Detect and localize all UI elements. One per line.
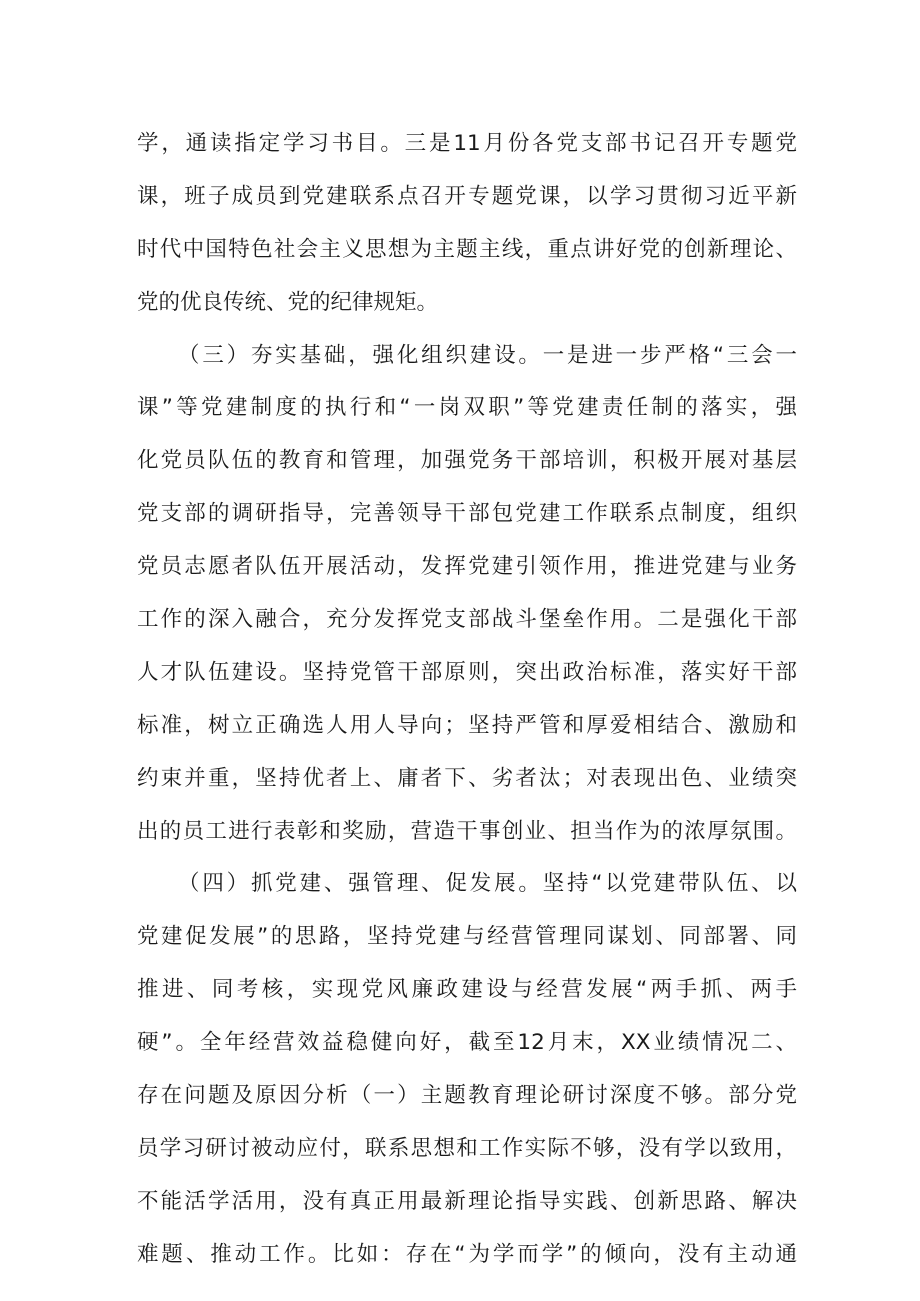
text-line-21: 不能活学活用，没有真正用最新理论指导实践、创新思路、解决: [137, 1188, 797, 1214]
text-line-22: 难题、推动工作。比如：存在“为学而学”的倾向，没有主动通: [137, 1241, 797, 1267]
text-line-7: 化党员队伍的教育和管理，加强党务干部培训，积极开展对基层: [137, 448, 797, 474]
text-line-6: 课”等党建制度的执行和“一岗双职”等党建责任制的落实，强: [137, 395, 797, 421]
text-line-11: 人才队伍建设。坚持党管干部原则，突出政治标准，落实好干部: [137, 659, 797, 685]
text-line-9: 党员志愿者队伍开展活动，发挥党建引领作用，推进党建与业务: [137, 554, 797, 580]
text-line-4: 党的优良传统、党的纪律规矩。: [137, 289, 439, 315]
text-line-8: 党支部的调研指导，完善领导干部包党建工作联系点制度，组织: [137, 501, 797, 527]
text-line-17: 推进、同考核，实现党风廉政建设与经营发展“两手抓、两手: [137, 977, 797, 1003]
text-line-14: 出的员工进行表彰和奖励，营造干事创业、担当作为的浓厚氛围。: [137, 818, 797, 844]
text-line-19: 存在问题及原因分析（一）主题教育理论研讨深度不够。部分党: [137, 1083, 797, 1109]
document-body: [137, 118, 797, 1282]
text-line-5: （三）夯实基础，强化组织建设。一是进一步严格“三会一: [178, 342, 797, 368]
text-line-16: 党建促发展”的思路，坚持党建与经营管理同谋划、同部署、同: [137, 924, 797, 950]
text-line-2: 课，班子成员到党建联系点召开专题党课，以学习贯彻习近平新: [137, 183, 797, 209]
text-line-15: （四）抓党建、强管理、促发展。坚持“以党建带队伍、以: [178, 871, 797, 897]
text-line-12: 标准，树立正确选人用人导向；坚持严管和厚爱相结合、激励和: [137, 712, 797, 738]
text-line-1: 学，通读指定学习书目。三是11月份各党支部书记召开专题党: [137, 131, 797, 156]
text-line-18: 硬”。全年经营效益稳健向好，截至12月末，XX业绩情况二、: [137, 1030, 797, 1056]
text-line-10: 工作的深入融合，充分发挥党支部战斗堡垒作用。二是强化干部: [137, 607, 797, 633]
text-line-20: 员学习研讨被动应付，联系思想和工作实际不够，没有学以致用，: [137, 1135, 797, 1161]
text-line-13: 约束并重，坚持优者上、庸者下、劣者汰；对表现出色、业绩突: [137, 765, 797, 791]
text-line-3: 时代中国特色社会主义思想为主题主线，重点讲好党的创新理论、: [137, 236, 797, 262]
